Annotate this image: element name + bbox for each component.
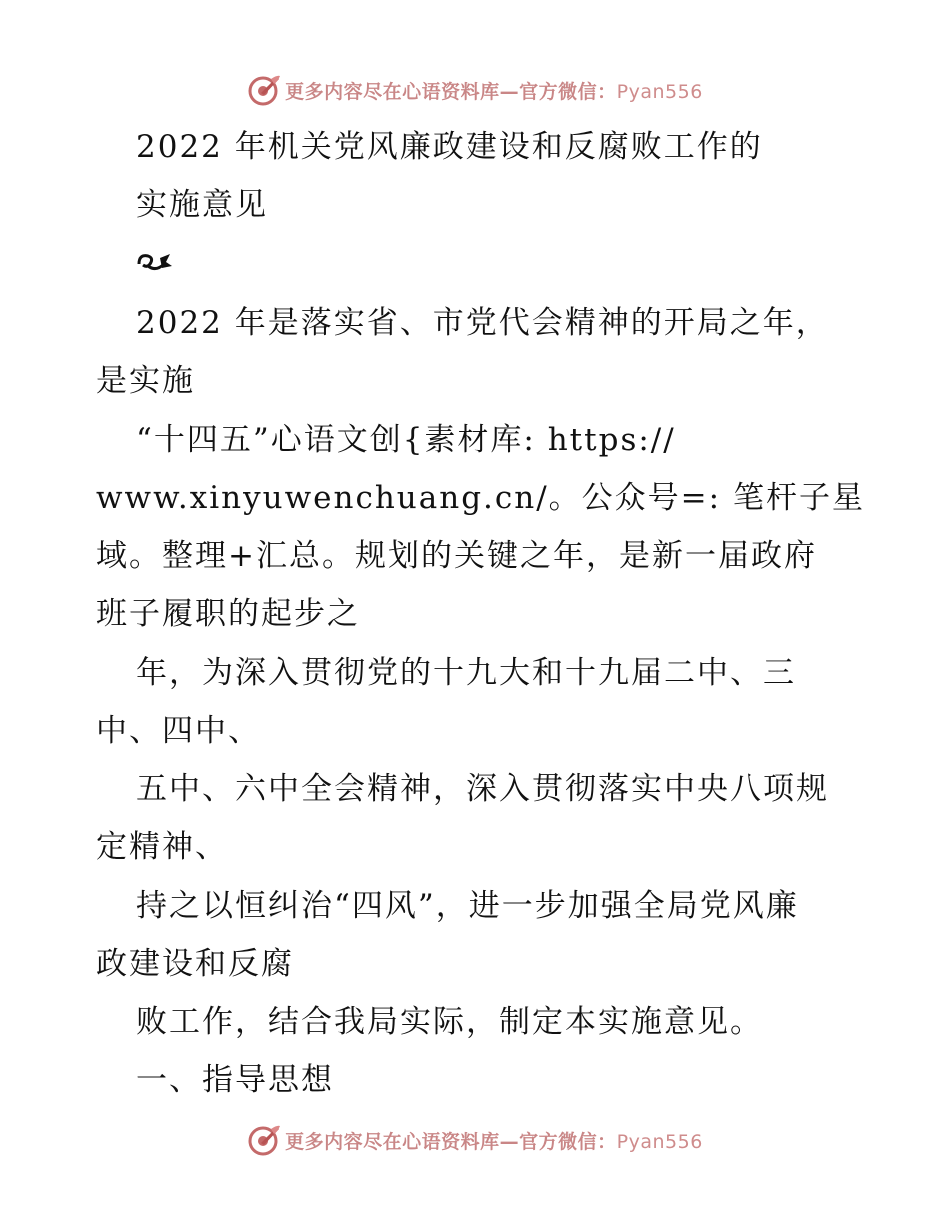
section-heading: 一、指导思想 <box>136 1062 334 1098</box>
paragraph-line-2: 是实施 <box>96 363 195 399</box>
paragraph-line-8: 中、四中、 <box>96 713 261 749</box>
paragraph-line-13: 败工作，结合我局实际，制定本实施意见。 <box>136 1004 763 1040</box>
banner-text: 更多内容尽在心语资料库—官方微信：Pyan556 <box>285 80 703 103</box>
banner-wechat-id: Pyan556 <box>616 1130 703 1153</box>
paragraph-line-10: 定精神、 <box>96 829 228 865</box>
footer-banner <box>0 1120 950 1160</box>
banner-text: 更多内容尽在心语资料库—官方微信：Pyan556 <box>285 1130 703 1153</box>
paragraph-line-6: 班子履职的起步之 <box>96 596 360 632</box>
paragraph-line-3: “十四五”心语文创{素材库: https:// <box>136 422 676 458</box>
paragraph-line-11: 持之以恒纠治“四风”，进一步加强全局党风廉 <box>136 888 799 924</box>
paragraph-line-1: 2022 年是落实省、市党代会精神的开局之年， <box>136 305 829 341</box>
banner-wechat-id: Pyan556 <box>616 80 703 103</box>
paragraph-line-12: 政建设和反腐 <box>96 946 294 982</box>
document-title-line-2: 实施意见 <box>136 187 268 223</box>
paragraph-line-9: 五中、六中全会精神，深入贯彻落实中央八项规 <box>136 771 829 807</box>
paragraph-line-4: www.xinyuwenchuang.cn/。公众号=: 笔杆子星 <box>96 480 865 516</box>
paragraph-line-5: 域。整理+汇总。规划的关键之年，是新一届政府 <box>96 538 817 574</box>
flourish-ornament-icon <box>136 248 174 278</box>
document-title-line-1: 2022 年机关党风廉政建设和反腐败工作的 <box>136 129 763 165</box>
paragraph-line-7: 年，为深入贯彻党的十九大和十九届二中、三 <box>136 655 796 691</box>
quill-circle-logo-icon <box>247 1123 281 1157</box>
